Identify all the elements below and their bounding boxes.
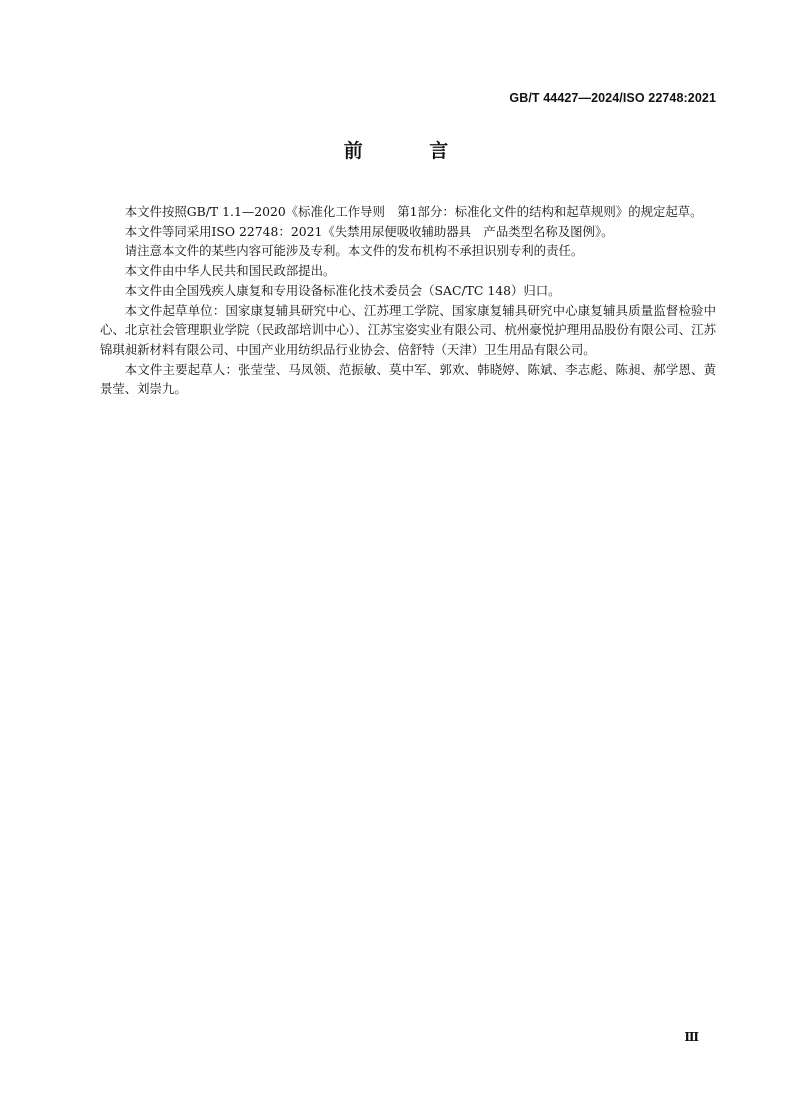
- paragraph-proposed-by: 本文件由中华人民共和国民政部提出。: [124, 263, 336, 279]
- paragraph-adoption: 本文件等同采用ISO 22748：2021《失禁用尿便吸收辅助器具 产品类型名称及图例》。: [124, 223, 614, 239]
- page-title: 前 言: [343, 140, 479, 162]
- paragraph-drafters: 本文件主要起草人：张莹莹、马凤领、范振敏、莫中军、郭欢、韩晓婷、陈斌、李志彪、陈昶、郝学恩、黄景莹、刘崇九。: [100, 361, 716, 397]
- paragraph-patent-notice: 请注意本文件的某些内容可能涉及专利。本文件的发布机构不承担识别专利的责任。: [124, 243, 584, 259]
- paragraph-under-jurisdiction: 本文件由全国残疾人康复和专用设备标准化技术委员会（SAC/TC 148）归口。: [124, 282, 561, 298]
- paragraph-drafting-organizations: 本文件起草单位：国家康复辅具研究中心、江苏理工学院、国家康复辅具研究中心康复辅具质量监督检验中心、北京社会管理职业学院（民政部培训中心）、江苏宝姿实业有限公司、杭州豪悦护理用品股份有限公司、江苏锦琪昶新材料有限公司、中国产业用纺织品行业协会、倍舒特（天津）卫生用品有限公司。: [100, 302, 716, 357]
- paragraph-drafting-rules: 本文件按照GB/T 1.1—2020《标准化工作导则 第1部分：标准化文件的结构和起草规则》的规定起草。: [124, 204, 703, 219]
- preface-body: [100, 202, 716, 399]
- standard-code: GB/T 44427—2024/ISO 22748:2021: [509, 91, 716, 105]
- page-number: Ⅲ: [684, 1030, 699, 1044]
